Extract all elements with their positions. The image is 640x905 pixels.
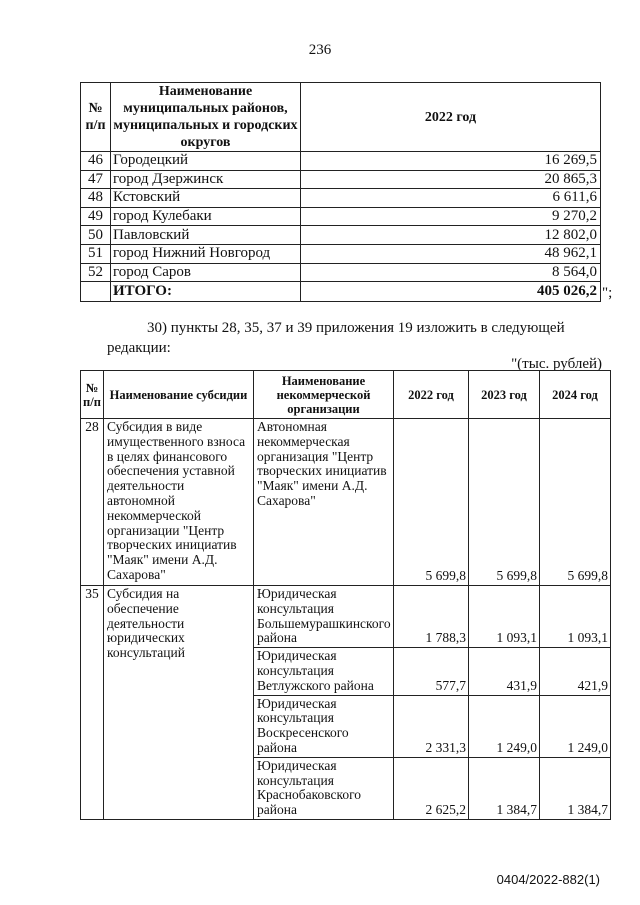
- row-num: 52: [81, 263, 111, 282]
- table-row: [81, 189, 601, 208]
- row-name: Кстовский: [111, 189, 301, 208]
- row-value: 12 802,0: [301, 226, 601, 245]
- row-value: 8 564,0: [301, 263, 601, 282]
- row-name: Павловский: [111, 226, 301, 245]
- value-2024: 1 384,7: [540, 757, 611, 819]
- row-num: 28: [81, 419, 104, 586]
- total-row: [81, 282, 601, 302]
- value-2023: 431,9: [469, 648, 540, 695]
- value-2024: 5 699,8: [540, 419, 611, 586]
- value-2023: 1 093,1: [469, 586, 540, 648]
- row-value: 20 865,3: [301, 170, 601, 189]
- row-num: 48: [81, 189, 111, 208]
- table-row: [81, 170, 601, 189]
- header-year-2022: 2022 год: [394, 371, 469, 419]
- organization-name: Автономная некоммерческая организация "Центр творческих инициатив "Маяк" имени А.Д. Сахарова": [254, 419, 394, 586]
- page-number: 236: [308, 42, 332, 58]
- row-name: Городецкий: [111, 152, 301, 171]
- header-subsidy: Наименование субсидии: [104, 371, 254, 419]
- table-row: [81, 207, 601, 226]
- row-value: 16 269,5: [301, 152, 601, 171]
- value-2024: 1 093,1: [540, 586, 611, 648]
- value-2023: 1 384,7: [469, 757, 540, 819]
- value-2023: 5 699,8: [469, 419, 540, 586]
- table-row: [81, 419, 611, 586]
- row-value: 48 962,1: [301, 244, 601, 263]
- municipal-table: [80, 82, 601, 302]
- header-num: № п/п: [81, 83, 111, 152]
- header-num: № п/п: [81, 371, 104, 419]
- table-header-row: [81, 83, 601, 152]
- organization-name: Юридическая консультация Большемурашкинского района: [254, 586, 394, 648]
- table-header-row: [81, 371, 611, 419]
- table-row: [81, 263, 601, 282]
- row-num: 47: [81, 170, 111, 189]
- total-value: 405 026,2: [301, 282, 601, 302]
- subsidy-name: Субсидия на обеспечение деятельности юридических консультаций: [104, 586, 254, 820]
- header-organization: Наименование некоммерческой организации: [254, 371, 394, 419]
- paragraph-line-2: редакции:: [107, 340, 171, 356]
- subsidy-name: Субсидия в виде имущественного взноса в целях финансового обеспечения уставной деятельности автономной некоммерческой организации "Центр творческих инициатив "Маяк" имени А.Д. Сахарова": [104, 419, 254, 586]
- table-row: [81, 244, 601, 263]
- header-year-2024: 2024 год: [540, 371, 611, 419]
- row-name: город Кулебаки: [111, 207, 301, 226]
- table-row: [81, 226, 601, 245]
- value-2022: 5 699,8: [394, 419, 469, 586]
- closing-quote: ";: [602, 285, 613, 301]
- total-num-cell: [81, 282, 111, 302]
- row-value: 6 611,6: [301, 189, 601, 208]
- unit-note: "(тыс. рублей): [511, 356, 602, 372]
- value-2022: 577,7: [394, 648, 469, 695]
- row-name: город Саров: [111, 263, 301, 282]
- row-num: 51: [81, 244, 111, 263]
- organization-name: Юридическая консультация Ветлужского района: [254, 648, 394, 695]
- header-year-2022: 2022 год: [301, 83, 601, 152]
- value-2023: 1 249,0: [469, 695, 540, 757]
- row-num: 46: [81, 152, 111, 171]
- header-municipality: Наименование муниципальных районов, муниципальных и городских округов: [111, 83, 301, 152]
- subsidy-table: [80, 370, 611, 820]
- value-2024: 1 249,0: [540, 695, 611, 757]
- organization-name: Юридическая консультация Воскресенского района: [254, 695, 394, 757]
- value-2022: 2 331,3: [394, 695, 469, 757]
- row-num: 35: [81, 586, 104, 820]
- table-row: [81, 152, 601, 171]
- total-label: ИТОГО:: [111, 282, 301, 302]
- organization-name: Юридическая консультация Краснобаковского района: [254, 757, 394, 819]
- value-2022: 2 625,2: [394, 757, 469, 819]
- row-name: город Дзержинск: [111, 170, 301, 189]
- paragraph-line-1: 30) пункты 28, 35, 37 и 39 приложения 19 изложить в следующей: [147, 320, 565, 336]
- table-row: [81, 586, 611, 648]
- row-value: 9 270,2: [301, 207, 601, 226]
- row-num: 49: [81, 207, 111, 226]
- value-2024: 421,9: [540, 648, 611, 695]
- row-name: город Нижний Новгород: [111, 244, 301, 263]
- value-2022: 1 788,3: [394, 586, 469, 648]
- row-num: 50: [81, 226, 111, 245]
- document-code: 0404/2022-882(1): [496, 872, 600, 887]
- amendment-paragraph: [107, 318, 600, 338]
- header-year-2023: 2023 год: [469, 371, 540, 419]
